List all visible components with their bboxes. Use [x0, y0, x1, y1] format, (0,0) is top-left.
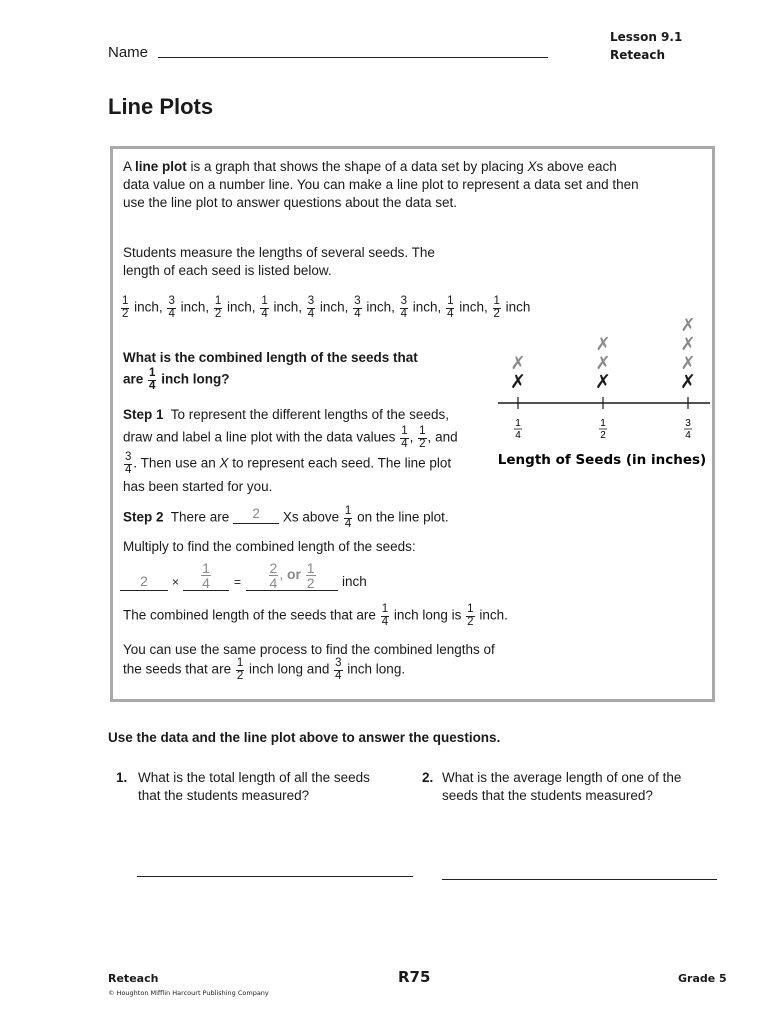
denominator: 4: [261, 307, 268, 320]
numerator: 3: [335, 657, 342, 669]
numerator: 3: [125, 451, 132, 463]
data-value-fraction: [400, 296, 408, 320]
data-value-unit: inch,: [130, 299, 167, 315]
denominator: 2: [493, 307, 500, 320]
data-value-unit: inch,: [409, 299, 446, 315]
denominator: 2: [419, 437, 426, 450]
lesson-info: [610, 28, 682, 64]
question-number: 1.: [116, 770, 128, 785]
fraction: [344, 506, 352, 530]
data-value-fraction: [307, 296, 315, 320]
intro-paragraph: [123, 158, 643, 212]
process-text: the seeds that are: [123, 661, 232, 677]
name-label: Name: [108, 44, 149, 61]
tick-label-numerator: 3: [685, 418, 691, 429]
numerator: 1: [467, 603, 474, 615]
denominator: 2: [236, 669, 244, 682]
denominator: 4: [202, 575, 210, 591]
step1-text: To represent the different lengths of the seeds,: [170, 407, 449, 422]
question-text: that the students measured?: [138, 788, 310, 803]
step2-text: Xs above: [282, 509, 340, 525]
step1-text: to represent each seed. The line plot: [232, 455, 452, 471]
fraction: [306, 561, 316, 590]
tick-label-denominator: 2: [600, 430, 606, 441]
denominator: 4: [381, 615, 389, 628]
question-text: are: [123, 371, 144, 387]
denominator: 2: [306, 575, 315, 591]
intro-text: is a graph that shows the shape of a data set by placing: [186, 159, 528, 174]
tick-label-denominator: 4: [685, 430, 691, 441]
plot-x-answer-mark: ✗: [510, 353, 526, 374]
lesson-type: Reteach: [610, 48, 666, 62]
numerator: 1: [401, 425, 408, 437]
plot-x-answer-mark: ✗: [595, 353, 611, 374]
plot-x-answer-mark: ✗: [595, 334, 611, 355]
denominator: 4: [335, 669, 342, 682]
denominator: 4: [401, 437, 408, 450]
fraction: [201, 561, 211, 590]
fraction: [148, 368, 156, 392]
data-value-fraction: [121, 296, 129, 320]
instructions: Use the data and the line plot above to answer the questions.: [108, 730, 501, 745]
process-text: inch long.: [347, 661, 406, 677]
numerator: 1: [306, 560, 315, 576]
numerator: 1: [214, 295, 222, 307]
seed-data-list: [120, 296, 530, 320]
grade-label: Grade 5: [678, 972, 727, 985]
step2-answer[interactable]: 2: [233, 505, 279, 524]
step1-text: draw and label a line plot with the data values: [123, 429, 396, 445]
numerator: 3: [400, 295, 408, 307]
step1-text: has been started for you.: [123, 479, 273, 494]
data-value-fraction: [260, 296, 268, 320]
copyright: © Houghton Mifflin Harcourt Publishing Company: [108, 989, 269, 997]
intro-term: line plot: [135, 159, 187, 174]
fraction: [400, 426, 408, 450]
numerator: 1: [202, 560, 210, 576]
question-text: What is the average length of one of the: [442, 770, 682, 785]
denominator: 4: [344, 517, 352, 530]
intro-x: X: [527, 159, 537, 174]
multiply-equation: [120, 555, 367, 591]
conclusion-text: inch long is: [393, 607, 462, 623]
data-value-unit: inch,: [316, 299, 353, 315]
data-value-fraction: [353, 296, 361, 320]
step2-label: Step 2: [123, 509, 164, 525]
denominator: 4: [354, 307, 361, 320]
denominator: 4: [307, 307, 315, 320]
numerator: 1: [149, 367, 156, 379]
conclusion-text: The combined length of the seeds that are: [123, 607, 376, 623]
question-2: [422, 769, 722, 805]
tick-label-numerator: 1: [515, 418, 521, 429]
numerator: 1: [381, 603, 389, 615]
process-line-1: You can use the same process to find the combined lengths of: [123, 642, 495, 657]
data-value-unit: inch,: [362, 299, 399, 315]
name-field-line[interactable]: [158, 57, 548, 58]
plot-x-mark: ✗: [510, 371, 526, 393]
step2-text: There are: [170, 509, 230, 525]
step1-label: Step 1: [123, 407, 164, 422]
denominator: 4: [168, 307, 175, 320]
data-value-unit: inch,: [176, 299, 213, 315]
or-word: or: [286, 566, 301, 583]
multiply-result-answer[interactable]: [246, 561, 338, 591]
plot-x-mark: ✗: [595, 371, 611, 393]
question-text: What is the total length of all the seeds: [138, 770, 370, 785]
denominator: 4: [149, 379, 156, 392]
equals-sign: =: [234, 575, 242, 589]
comma: ,: [279, 566, 284, 583]
data-value-unit: inch: [501, 299, 531, 315]
denominator: 4: [269, 575, 278, 591]
plot-x-answer-mark: ✗: [680, 315, 696, 336]
times-sign: ×: [172, 575, 180, 589]
data-value-fraction: [446, 296, 454, 320]
process-line-2: [123, 658, 405, 682]
question-text: inch long?: [161, 371, 230, 387]
denominator: 4: [400, 307, 408, 320]
multiply-fraction-answer[interactable]: [183, 561, 229, 591]
intro-text: s above each data value on a number line. You can make a line plot to represent a data set and then use the line plot to answer questions about the data set.: [123, 159, 639, 210]
fraction: [124, 452, 132, 476]
comma: ,: [409, 429, 414, 445]
fraction: [334, 658, 342, 682]
question-line-1: What is the combined length of the seeds that: [123, 350, 418, 365]
multiply-intro: Multiply to find the combined length of the seeds:: [123, 539, 416, 554]
denominator: 2: [214, 307, 222, 320]
fraction: [418, 426, 426, 450]
numerator: 3: [168, 295, 175, 307]
fraction: [236, 658, 244, 682]
numerator: 1: [419, 425, 426, 437]
step2-text: on the line plot.: [357, 509, 449, 525]
denominator: 4: [447, 307, 454, 320]
plot-x-answer-mark: ✗: [680, 353, 696, 374]
step1-text: . Then use an: [133, 455, 216, 471]
data-value-unit: inch,: [455, 299, 492, 315]
numerator: 2: [269, 560, 278, 576]
numerator: 1: [236, 657, 244, 669]
question-line-2: [123, 368, 229, 392]
page-title: Line Plots: [108, 94, 214, 119]
answer-line-2[interactable]: [442, 879, 717, 880]
plot-x-mark: ✗: [680, 371, 696, 393]
numerator: 3: [354, 295, 361, 307]
data-value-unit: inch,: [223, 299, 260, 315]
tick-label-denominator: 4: [515, 430, 521, 441]
numerator: 3: [307, 295, 315, 307]
answer-line-1[interactable]: [137, 876, 413, 877]
question-number: 2.: [422, 770, 434, 785]
plot-x-answer-mark: ✗: [680, 334, 696, 355]
multiply-factor-answer[interactable]: 2: [120, 572, 168, 591]
footer-reteach: Reteach: [108, 972, 159, 985]
numerator: 1: [447, 295, 454, 307]
step1-text: and: [435, 429, 458, 445]
numerator: 1: [261, 295, 268, 307]
numerator: 1: [122, 295, 129, 307]
unit-text: inch: [342, 574, 367, 589]
fraction: [381, 604, 389, 628]
data-value-unit: inch,: [269, 299, 306, 315]
comma: ,: [427, 429, 432, 445]
data-value-fraction: [167, 296, 175, 320]
step1: [123, 406, 483, 496]
question-text: seeds that the students measured?: [442, 788, 653, 803]
conclusion: [123, 604, 508, 628]
step2: [123, 506, 449, 530]
numerator: 1: [344, 505, 352, 517]
process-text: inch long and: [249, 661, 330, 677]
step1-x: X: [219, 455, 229, 471]
conclusion-text: inch.: [479, 607, 508, 623]
intro-text: A: [123, 159, 136, 174]
denominator: 4: [125, 463, 132, 476]
line-plot: [490, 308, 715, 473]
fraction: [466, 604, 474, 628]
numerator: 1: [493, 295, 500, 307]
line-plot-title: Length of Seeds (in inches): [497, 452, 707, 468]
seed-intro: Students measure the lengths of several seeds. The length of each seed is listed below.: [123, 245, 435, 278]
data-value-fraction: [214, 296, 222, 320]
tick-label-numerator: 1: [600, 418, 606, 429]
question-1: [116, 769, 406, 805]
denominator: 2: [122, 307, 129, 320]
fraction: [269, 561, 279, 590]
lesson-number: Lesson 9.1: [610, 30, 683, 44]
page-number: R75: [398, 968, 431, 986]
denominator: 2: [467, 615, 474, 628]
